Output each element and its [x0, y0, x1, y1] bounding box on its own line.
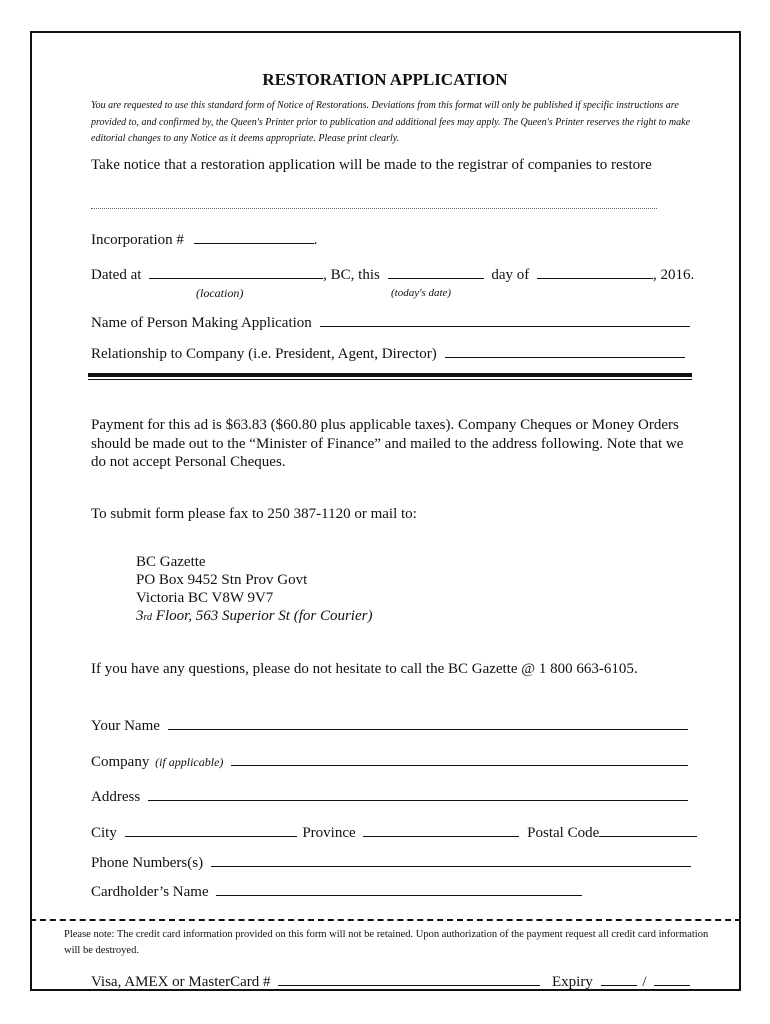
day-field[interactable] — [388, 264, 484, 279]
dated-row — [91, 264, 694, 284]
date-hint: (today's date) — [391, 287, 452, 299]
card-row — [91, 971, 690, 991]
applicant-field[interactable] — [320, 312, 690, 327]
privacy-note: Please note: The credit card information provided on this form will not be retained. Upon authorization of the payment request all credit card information will be destroyed. — [64, 929, 709, 956]
company-name-field[interactable] — [91, 208, 657, 209]
your-name-label: Your Name — [91, 718, 160, 734]
location-field[interactable] — [149, 264, 323, 279]
cardholder-field[interactable] — [216, 881, 582, 896]
company-row — [91, 751, 688, 771]
phone-row — [91, 852, 691, 872]
payment-text: Payment for this ad is $63.83 ($60.80 plus applicable taxes). Company Cheques or Money Orders should be made out to the “Minister of Finance” and mailed to the address following. Note that we do not accept Personal Cheques. — [91, 417, 684, 470]
notice-text: Take notice that a restoration application will be made to the registrar of companies to restore — [91, 157, 652, 173]
address-field[interactable] — [148, 786, 688, 801]
company-hint: (if applicable) — [155, 755, 224, 769]
card-number-field[interactable] — [278, 971, 540, 986]
relationship-label: Relationship to Company (i.e. President, Agent, Director) — [91, 346, 437, 362]
province-field[interactable] — [363, 822, 519, 837]
questions-text: If you have any questions, please do not hesitate to call the BC Gazette @ 1 800 663-6105. — [91, 661, 638, 677]
month-field[interactable] — [537, 264, 653, 279]
day-of-label: day of — [491, 267, 530, 283]
address-line-4: 3rd Floor, 563 Superior St (for Courier) — [136, 608, 373, 624]
company-field[interactable] — [231, 751, 688, 766]
postal-code-field[interactable] — [599, 822, 697, 837]
your-name-field[interactable] — [168, 715, 688, 730]
your-name-row — [91, 715, 688, 735]
bc-this-label: , BC, this — [323, 267, 380, 283]
incorporation-number-field[interactable] — [194, 229, 314, 244]
expiry-month-field[interactable] — [601, 971, 637, 986]
applicant-row — [91, 312, 690, 332]
city-label: City — [91, 825, 117, 841]
submit-text: To submit form please fax to 250 387-1120 or mail to: — [91, 506, 417, 522]
expiry-label: Expiry — [552, 974, 593, 990]
location-hint: (location) — [196, 286, 244, 300]
relationship-row — [91, 343, 685, 363]
form-title: RESTORATION APPLICATION — [262, 70, 508, 89]
address-row — [91, 786, 688, 806]
cardholder-row — [91, 881, 582, 901]
address-label: Address — [91, 789, 141, 805]
card-number-label: Visa, AMEX or MasterCard # — [91, 974, 271, 990]
phone-label: Phone Numbers(s) — [91, 855, 204, 871]
relationship-field[interactable] — [445, 343, 685, 358]
section-divider — [88, 373, 692, 380]
expiry-slash: / — [642, 974, 647, 990]
applicant-label: Name of Person Making Application — [91, 315, 312, 331]
phone-field[interactable] — [211, 852, 691, 867]
mailing-address — [136, 553, 372, 627]
province-label: Province — [302, 825, 356, 841]
year-label: , 2016. — [652, 267, 695, 283]
cut-line — [30, 919, 741, 921]
dated-at-label: Dated at — [91, 267, 142, 283]
address-line-2: PO Box 9452 Stn Prov Govt — [136, 572, 308, 588]
incorporation-row: Incorporation # . — [91, 229, 317, 249]
company-label: Company — [91, 754, 150, 770]
address-line-1: BC Gazette — [136, 554, 206, 570]
form-instructions: You are requested to use this standard form of Notice of Restorations. Deviations from this format will only be published if specific instructions are provided to, and confirmed by, the Queen's Printer prior to publication and additional fees may apply. The Queen's Printer reserves the right to make editorial changes to any Notice as it deems appropriate. Please print clearly. — [91, 100, 691, 144]
city-row — [91, 822, 697, 842]
incorporation-label: Incorporation # — [91, 232, 184, 248]
city-field[interactable] — [125, 822, 297, 837]
address-line-3: Victoria BC V8W 9V7 — [136, 590, 274, 606]
expiry-year-field[interactable] — [654, 971, 690, 986]
cardholder-label: Cardholder’s Name — [91, 884, 209, 900]
postal-code-label: Postal Code — [527, 825, 600, 841]
